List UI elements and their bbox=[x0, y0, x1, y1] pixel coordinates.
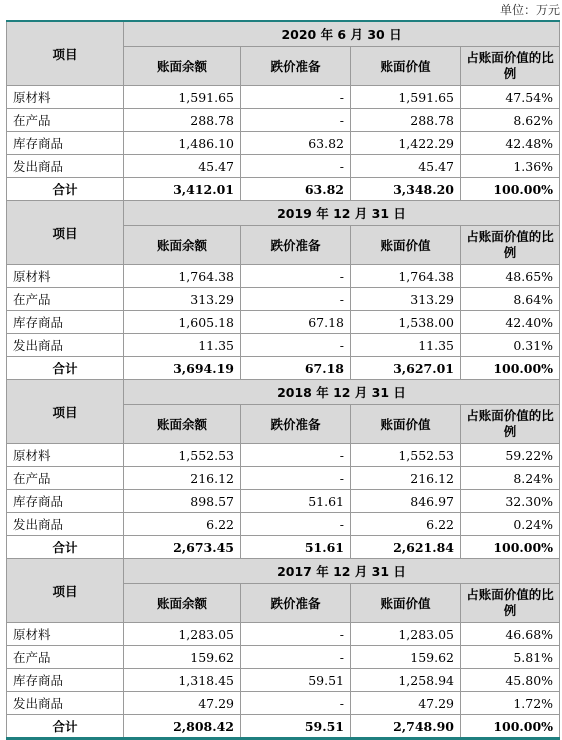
value-cell: 1,422.29 bbox=[351, 132, 461, 155]
section-header-row bbox=[7, 559, 560, 584]
ratio-cell: 59.22% bbox=[461, 444, 560, 467]
item-name-cell: 库存商品 bbox=[7, 669, 124, 692]
provision-cell: - bbox=[241, 692, 351, 715]
balance-cell: 1,764.38 bbox=[124, 265, 241, 288]
period-date-header: 2018 年 12 月 31 日 bbox=[124, 380, 560, 405]
ratio-column-header: 占账面价值的比例 bbox=[461, 584, 560, 623]
item-column-header: 项目 bbox=[7, 380, 124, 444]
item-name-cell: 在产品 bbox=[7, 109, 124, 132]
ratio-cell: 8.24% bbox=[461, 467, 560, 490]
ratio-cell: 42.40% bbox=[461, 311, 560, 334]
ratio-column-header: 占账面价值的比例 bbox=[461, 47, 560, 86]
total-value-cell: 2,621.84 bbox=[351, 536, 461, 559]
ratio-cell: 0.24% bbox=[461, 513, 560, 536]
total-balance-cell: 2,808.42 bbox=[124, 715, 241, 739]
table-row bbox=[7, 155, 560, 178]
value-column-header: 账面价值 bbox=[351, 405, 461, 444]
provision-column-header: 跌价准备 bbox=[241, 47, 351, 86]
total-balance-cell: 3,694.19 bbox=[124, 357, 241, 380]
period-date-header: 2019 年 12 月 31 日 bbox=[124, 201, 560, 226]
balance-cell: 11.35 bbox=[124, 334, 241, 357]
total-row bbox=[7, 715, 560, 739]
table-row bbox=[7, 265, 560, 288]
total-label: 合计 bbox=[7, 357, 124, 380]
total-provision-cell: 67.18 bbox=[241, 357, 351, 380]
table-row bbox=[7, 669, 560, 692]
total-balance-cell: 3,412.01 bbox=[124, 178, 241, 201]
provision-cell: - bbox=[241, 444, 351, 467]
value-cell: 1,552.53 bbox=[351, 444, 461, 467]
value-cell: 1,283.05 bbox=[351, 623, 461, 646]
value-cell: 11.35 bbox=[351, 334, 461, 357]
ratio-cell: 42.48% bbox=[461, 132, 560, 155]
ratio-cell: 1.72% bbox=[461, 692, 560, 715]
table-row bbox=[7, 490, 560, 513]
total-row bbox=[7, 536, 560, 559]
balance-cell: 1,283.05 bbox=[124, 623, 241, 646]
item-column-header: 项目 bbox=[7, 559, 124, 623]
balance-cell: 288.78 bbox=[124, 109, 241, 132]
ratio-cell: 32.30% bbox=[461, 490, 560, 513]
balance-column-header: 账面余额 bbox=[124, 405, 241, 444]
table-row bbox=[7, 513, 560, 536]
provision-cell: - bbox=[241, 155, 351, 178]
item-name-cell: 在产品 bbox=[7, 467, 124, 490]
total-ratio-cell: 100.00% bbox=[461, 178, 560, 201]
item-name-cell: 发出商品 bbox=[7, 692, 124, 715]
value-cell: 6.22 bbox=[351, 513, 461, 536]
total-value-cell: 2,748.90 bbox=[351, 715, 461, 739]
table-row bbox=[7, 311, 560, 334]
provision-cell: - bbox=[241, 334, 351, 357]
balance-cell: 216.12 bbox=[124, 467, 241, 490]
provision-column-header: 跌价准备 bbox=[241, 405, 351, 444]
provision-cell: - bbox=[241, 86, 351, 109]
total-value-cell: 3,627.01 bbox=[351, 357, 461, 380]
total-provision-cell: 59.51 bbox=[241, 715, 351, 739]
balance-cell: 1,591.65 bbox=[124, 86, 241, 109]
total-label: 合计 bbox=[7, 715, 124, 739]
item-name-cell: 库存商品 bbox=[7, 490, 124, 513]
inventory-table-body bbox=[7, 21, 560, 739]
inventory-table bbox=[6, 20, 560, 740]
total-label: 合计 bbox=[7, 536, 124, 559]
balance-cell: 159.62 bbox=[124, 646, 241, 669]
table-row bbox=[7, 623, 560, 646]
balance-cell: 1,486.10 bbox=[124, 132, 241, 155]
section-header-row bbox=[7, 21, 560, 47]
balance-cell: 6.22 bbox=[124, 513, 241, 536]
period-date-header: 2020 年 6 月 30 日 bbox=[124, 21, 560, 47]
ratio-cell: 8.64% bbox=[461, 288, 560, 311]
value-cell: 216.12 bbox=[351, 467, 461, 490]
total-balance-cell: 2,673.45 bbox=[124, 536, 241, 559]
item-name-cell: 原材料 bbox=[7, 86, 124, 109]
provision-cell: - bbox=[241, 513, 351, 536]
provision-cell: - bbox=[241, 467, 351, 490]
section-header-row bbox=[7, 201, 560, 226]
unit-label: 单位：万元 bbox=[499, 3, 560, 17]
item-name-cell: 原材料 bbox=[7, 265, 124, 288]
balance-cell: 1,605.18 bbox=[124, 311, 241, 334]
provision-cell: - bbox=[241, 646, 351, 669]
table-row bbox=[7, 86, 560, 109]
ratio-cell: 1.36% bbox=[461, 155, 560, 178]
item-column-header: 项目 bbox=[7, 21, 124, 86]
table-row bbox=[7, 646, 560, 669]
table-row bbox=[7, 692, 560, 715]
total-value-cell: 3,348.20 bbox=[351, 178, 461, 201]
total-label: 合计 bbox=[7, 178, 124, 201]
total-provision-cell: 51.61 bbox=[241, 536, 351, 559]
ratio-cell: 48.65% bbox=[461, 265, 560, 288]
ratio-cell: 8.62% bbox=[461, 109, 560, 132]
ratio-column-header: 占账面价值的比例 bbox=[461, 405, 560, 444]
balance-cell: 47.29 bbox=[124, 692, 241, 715]
provision-cell: - bbox=[241, 109, 351, 132]
provision-cell: 51.61 bbox=[241, 490, 351, 513]
table-row bbox=[7, 132, 560, 155]
item-name-cell: 发出商品 bbox=[7, 155, 124, 178]
value-cell: 1,591.65 bbox=[351, 86, 461, 109]
provision-cell: - bbox=[241, 265, 351, 288]
provision-cell: - bbox=[241, 623, 351, 646]
item-name-cell: 在产品 bbox=[7, 646, 124, 669]
table-row bbox=[7, 444, 560, 467]
provision-cell: 63.82 bbox=[241, 132, 351, 155]
total-row bbox=[7, 357, 560, 380]
balance-column-header: 账面余额 bbox=[124, 226, 241, 265]
item-name-cell: 发出商品 bbox=[7, 513, 124, 536]
item-name-cell: 原材料 bbox=[7, 444, 124, 467]
ratio-cell: 45.80% bbox=[461, 669, 560, 692]
total-ratio-cell: 100.00% bbox=[461, 536, 560, 559]
balance-cell: 45.47 bbox=[124, 155, 241, 178]
total-provision-cell: 63.82 bbox=[241, 178, 351, 201]
balance-column-header: 账面余额 bbox=[124, 584, 241, 623]
balance-cell: 1,318.45 bbox=[124, 669, 241, 692]
provision-cell: 59.51 bbox=[241, 669, 351, 692]
balance-cell: 898.57 bbox=[124, 490, 241, 513]
table-row bbox=[7, 109, 560, 132]
balance-cell: 313.29 bbox=[124, 288, 241, 311]
balance-column-header: 账面余额 bbox=[124, 47, 241, 86]
item-column-header: 项目 bbox=[7, 201, 124, 265]
item-name-cell: 库存商品 bbox=[7, 132, 124, 155]
section-header-row bbox=[7, 380, 560, 405]
provision-cell: 67.18 bbox=[241, 311, 351, 334]
balance-cell: 1,552.53 bbox=[124, 444, 241, 467]
total-ratio-cell: 100.00% bbox=[461, 715, 560, 739]
ratio-cell: 0.31% bbox=[461, 334, 560, 357]
value-column-header: 账面价值 bbox=[351, 47, 461, 86]
ratio-column-header: 占账面价值的比例 bbox=[461, 226, 560, 265]
value-cell: 45.47 bbox=[351, 155, 461, 178]
ratio-cell: 5.81% bbox=[461, 646, 560, 669]
item-name-cell: 原材料 bbox=[7, 623, 124, 646]
value-cell: 313.29 bbox=[351, 288, 461, 311]
value-cell: 159.62 bbox=[351, 646, 461, 669]
provision-column-header: 跌价准备 bbox=[241, 226, 351, 265]
item-name-cell: 库存商品 bbox=[7, 311, 124, 334]
value-cell: 1,258.94 bbox=[351, 669, 461, 692]
item-name-cell: 在产品 bbox=[7, 288, 124, 311]
period-date-header: 2017 年 12 月 31 日 bbox=[124, 559, 560, 584]
table-row bbox=[7, 288, 560, 311]
value-cell: 47.29 bbox=[351, 692, 461, 715]
table-row bbox=[7, 467, 560, 490]
provision-cell: - bbox=[241, 288, 351, 311]
table-row bbox=[7, 334, 560, 357]
value-column-header: 账面价值 bbox=[351, 584, 461, 623]
value-cell: 846.97 bbox=[351, 490, 461, 513]
value-cell: 288.78 bbox=[351, 109, 461, 132]
total-row bbox=[7, 178, 560, 201]
total-ratio-cell: 100.00% bbox=[461, 357, 560, 380]
value-column-header: 账面价值 bbox=[351, 226, 461, 265]
item-name-cell: 发出商品 bbox=[7, 334, 124, 357]
value-cell: 1,538.00 bbox=[351, 311, 461, 334]
value-cell: 1,764.38 bbox=[351, 265, 461, 288]
provision-column-header: 跌价准备 bbox=[241, 584, 351, 623]
ratio-cell: 47.54% bbox=[461, 86, 560, 109]
ratio-cell: 46.68% bbox=[461, 623, 560, 646]
